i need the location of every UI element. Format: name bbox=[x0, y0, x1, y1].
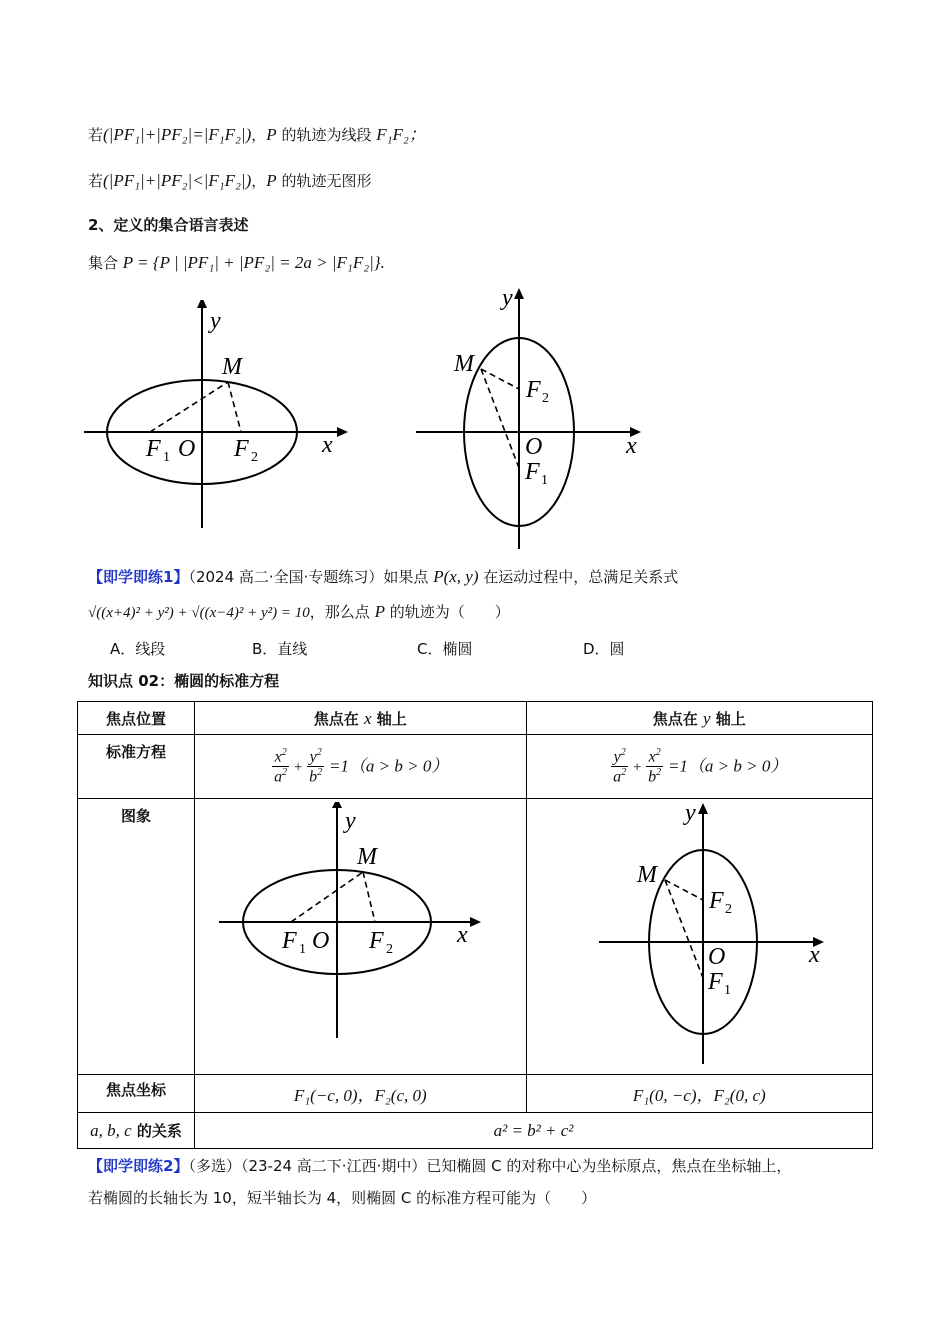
table-row-focus bbox=[78, 1075, 873, 1113]
condition-line-equal: 若(|PF₁|+|PF₂|=|F₁F₂|)，P 的轨迹为线段 F₁F₂； bbox=[88, 125, 426, 144]
row-label-standard-equation: 标准方程 bbox=[78, 735, 195, 799]
y-label: y bbox=[502, 285, 513, 311]
practice2-question-line1: 【即学即练2】（多选）（23-24 高二下·江西·期中）已知椭圆 C 的对称中心为坐标原点，焦点在坐标轴上， bbox=[88, 1157, 792, 1175]
focus-coords-x: F₁(−c, 0)，F₂(c, 0) bbox=[195, 1075, 527, 1113]
svg-text:2: 2 bbox=[251, 450, 258, 465]
header-focus-x: 焦点在 x 轴上 bbox=[195, 702, 527, 735]
dashed-mf1 bbox=[150, 382, 228, 432]
section-title-set-language: 2、定义的集合语言表述 bbox=[88, 216, 249, 234]
f2-label: F bbox=[234, 436, 249, 462]
svg-text:2: 2 bbox=[386, 941, 393, 957]
dashed-mf1 bbox=[481, 369, 519, 468]
dashed-mf2 bbox=[228, 382, 241, 432]
x-label: x bbox=[626, 433, 637, 459]
svg-text:F: F bbox=[708, 887, 724, 914]
svg-text:F: F bbox=[369, 927, 384, 954]
svg-text:1: 1 bbox=[723, 982, 731, 998]
option-b[interactable]: B．直线 bbox=[252, 640, 308, 658]
practice1-equation-line: √((x+4)² + y²) + √((x−4)² + y²) = 10，那么点 P 的轨迹为（ ） bbox=[88, 602, 510, 621]
table-ellipse-vertical bbox=[591, 802, 851, 1072]
std-equation-x: $\frac{x^2}{a^2}$ + $\frac{y^2}{b^2}$ =1（a > b > 0） bbox=[195, 735, 527, 799]
y-label: y bbox=[210, 308, 221, 334]
condition-equal-math: (|PF₁|+|PF₂|=|F₁F₂|) bbox=[103, 125, 252, 144]
x-label: x bbox=[322, 432, 333, 458]
svg-text:x: x bbox=[808, 941, 820, 968]
condition-less-math: (|PF₁|+|PF₂|<|F₁F₂|) bbox=[103, 171, 252, 190]
svg-text:O: O bbox=[312, 927, 330, 954]
m-label: M bbox=[222, 354, 242, 380]
f1-label: F bbox=[525, 459, 540, 485]
o-label: O bbox=[178, 436, 196, 462]
knowledge-point-title: 知识点 02：椭圆的标准方程 bbox=[88, 672, 280, 690]
svg-text:O: O bbox=[707, 943, 725, 970]
table-ellipse-horizontal bbox=[215, 802, 505, 1072]
table-header-row bbox=[78, 702, 873, 735]
m-label: M bbox=[454, 351, 474, 377]
graph-cell-y bbox=[526, 799, 872, 1075]
svg-text:1: 1 bbox=[299, 941, 306, 957]
ellipse-standard-equation-table bbox=[77, 701, 873, 1149]
std-equation-y: $\frac{y^2}{a^2}$ + $\frac{x^2}{b^2}$ =1（a > b > 0） bbox=[526, 735, 872, 799]
table-row-graph bbox=[78, 799, 873, 1075]
focus-coords-y: F₁(0, −c)，F₂(0, c) bbox=[526, 1075, 872, 1113]
condition-line-less: 若(|PF₁|+|PF₂|<|F₁F₂|)，P 的轨迹无图形 bbox=[88, 171, 372, 190]
o-label: O bbox=[525, 434, 543, 460]
svg-text:2: 2 bbox=[724, 901, 732, 917]
practice1-tag: 【即学即练1】 bbox=[88, 568, 189, 586]
practice2-tag: 【即学即练2】 bbox=[88, 1157, 189, 1175]
dashed-mf2 bbox=[481, 369, 519, 389]
svg-text:y: y bbox=[684, 801, 696, 826]
option-d[interactable]: D．圆 bbox=[583, 640, 625, 658]
svg-text:1: 1 bbox=[163, 450, 170, 465]
header-focus-y: 焦点在 y 轴上 bbox=[526, 702, 872, 735]
table-row-standard-equation bbox=[78, 735, 873, 799]
svg-text:1: 1 bbox=[541, 473, 548, 488]
relation-formula: a² = b² + c² bbox=[195, 1113, 873, 1149]
header-focus-position: 焦点位置 bbox=[78, 702, 195, 735]
svg-text:M: M bbox=[357, 843, 377, 870]
row-label-focus: 焦点坐标 bbox=[78, 1075, 195, 1113]
svg-text:F: F bbox=[282, 927, 297, 954]
ellipse-vertical-figure bbox=[412, 283, 652, 553]
option-a[interactable]: A．线段 bbox=[110, 640, 166, 658]
option-c[interactable]: C．椭圆 bbox=[417, 640, 473, 658]
row-label-relation: a, b, c 的关系 bbox=[78, 1113, 195, 1149]
table-row-relation bbox=[78, 1113, 873, 1149]
row-label-graph: 图象 bbox=[78, 799, 195, 1075]
set-definition: 集合 P = {P | |PF₁| + |PF₂| = 2a > |F₁F₂|}. bbox=[88, 253, 385, 272]
svg-text:x: x bbox=[457, 921, 468, 948]
svg-text:F: F bbox=[707, 968, 723, 995]
svg-text:y: y bbox=[345, 807, 356, 834]
svg-text:2: 2 bbox=[542, 391, 549, 406]
svg-text:M: M bbox=[636, 861, 657, 888]
ellipse-horizontal-figure bbox=[82, 300, 352, 535]
f1-label: F bbox=[146, 436, 161, 462]
f2-label: F bbox=[526, 377, 541, 403]
graph-cell-x bbox=[195, 799, 527, 1075]
set-definition-math: P = {P | |PF₁| + |PF₂| = 2a > |F₁F₂|}. bbox=[122, 253, 385, 272]
practice1-equation: √((x+4)² + y²) + √((x−4)² + y²) = 10 bbox=[88, 605, 310, 621]
practice2-question-line2: 若椭圆的长轴长为 10，短半轴长为 4，则椭圆 C 的标准方程可能为（ ） bbox=[88, 1189, 597, 1207]
practice1-question: 【即学即练1】（2024 高二·全国·专题练习）如果点 P(x, y) 在运动过程中，总满足关系式 bbox=[88, 567, 679, 586]
